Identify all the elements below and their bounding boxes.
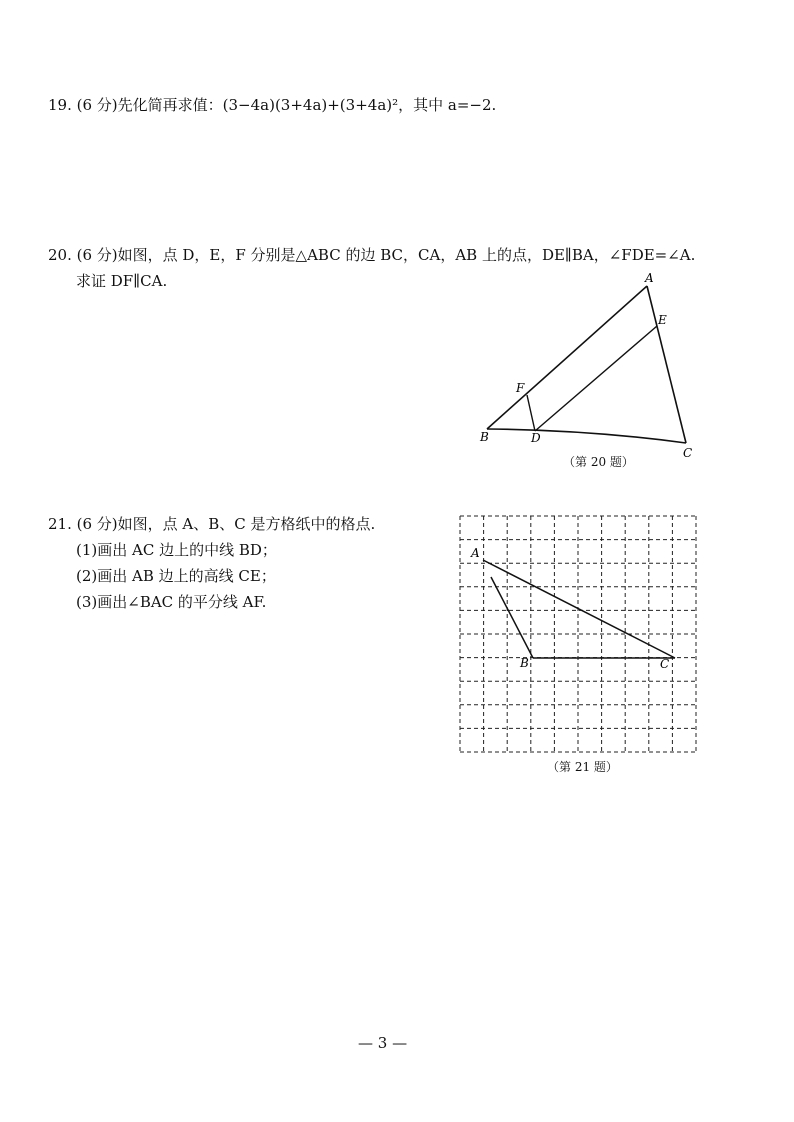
question-19: 19. (6 分)先化简再求值：(3−4a)(3+4a)+(3+4a)²，其中 a=−2. xyxy=(48,96,497,114)
label-a: A xyxy=(645,271,654,285)
page-number: — 3 — xyxy=(358,1034,408,1052)
figure-21-caption: （第 21 题） xyxy=(547,760,618,774)
question-21-part3: (3)画出∠BAC 的平分线 AF. xyxy=(76,593,267,611)
question-21-line1: 21. (6 分)如图，点 A、B、C 是方格纸中的格点. xyxy=(48,515,376,533)
segment-ab xyxy=(487,286,647,429)
label-e: E xyxy=(658,313,667,327)
label-c: C xyxy=(683,446,693,460)
question-21-part1: (1)画出 AC 边上的中线 BD； xyxy=(76,541,277,559)
segment-de xyxy=(535,326,657,431)
grid xyxy=(460,516,696,752)
question-20-line2: 求证 DF∥CA. xyxy=(76,272,168,290)
segment-ac xyxy=(647,286,686,443)
segment-ac-21 xyxy=(483,560,675,658)
segment-bc xyxy=(487,429,686,443)
label-a-21: A xyxy=(471,546,480,560)
label-b-21: B xyxy=(520,656,529,670)
figure-20 xyxy=(470,270,710,470)
label-b: B xyxy=(480,430,489,444)
figure-20-caption: （第 20 题） xyxy=(563,455,634,469)
label-d: D xyxy=(531,431,541,445)
label-f: F xyxy=(516,381,525,395)
segment-df xyxy=(527,395,535,431)
label-c-21: C xyxy=(660,657,670,671)
question-20-line1: 20. (6 分)如图，点 D，E，F 分别是△ABC 的边 BC，CA，AB 上的点，DE∥BA，∠FDE=∠A. xyxy=(48,246,696,264)
question-21-part2: (2)画出 AB 边上的高线 CE； xyxy=(76,567,276,585)
figure-21 xyxy=(450,510,710,760)
segment-ab-21 xyxy=(491,577,533,658)
